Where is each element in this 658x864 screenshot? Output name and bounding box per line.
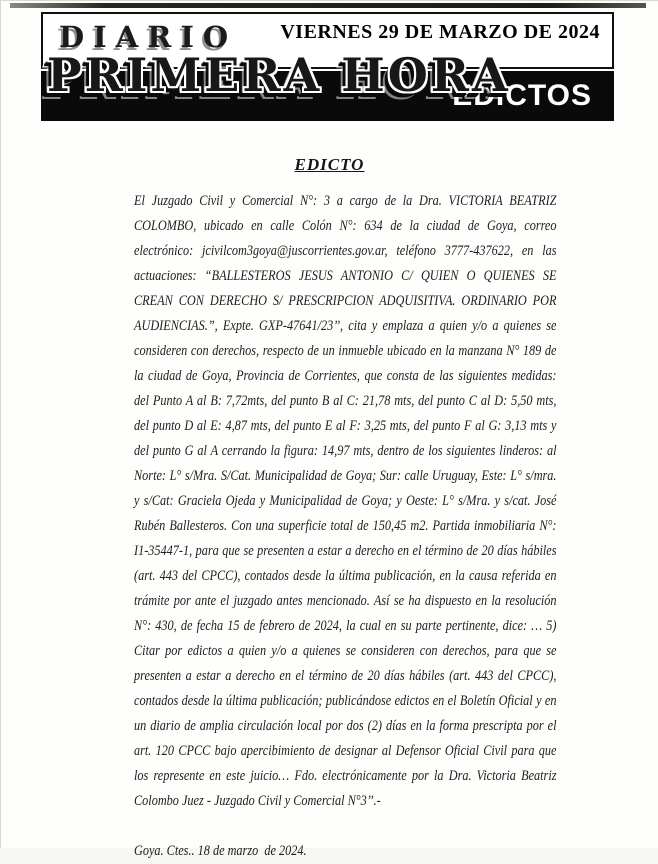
notice-title: EDICTO: [294, 155, 365, 174]
notice-content: [1, 1, 658, 864]
section-label-edictos: EDICTOS: [452, 79, 592, 112]
notice-body-paragraph: El Juzgado Civil y Comercial N°: 3 a cargo de la Dra. VICTORIA BEATRIZ COLOMBO, ubicado en calle Colón N°: 634 de la ciudad de Goya, correo electrónico: jcivilcom3goya@juscorrientes.gov.ar, teléfono 3777-437622, en las actuaciones: “BALLESTEROS JESUS ANTONIO C/ QUIEN O QUIENES SE CREAN CON DERECHO S/ PRESCRIPCION ADQUISITIVA. ORDINARIO POR AUDIENCIAS.”, Expte. GXP-47641/23’’, cita y emplaza a quien y/o a quienes se consideren con derechos, respecto de un inmueble ubicado en la manzana N° 189 de la ciudad de Goya, Provincia de Corrientes, que consta de las siguientes medidas: del Punto A al B: 7,72mts, del punto B al C: 21,78 mts, del punto C al D: 5,50 mts, del punto D al E: 4,87 mts, del punto E al F: 3,25 mts, del punto F al G: 3,13 mts y del punto G al A cerrando la figura: 14,97 mts, dentro de los siguientes linderos: al Norte: L° s/Mra. S/Cat. Municipalidad de Goya; Sur: calle Uruguay, Este: L° s/mra. y s/Cat: Graciela Ojeda y Municipalidad de Goya; y Oeste: L° s/Mra. y s/cat. José Rubén Ballesteros. Con una superficie total de 150,45 m2. Partida inmobiliaria N°: I1-35447-1, para que se presenten a estar a derecho en el término de 20 días hábiles (art. 443 del CPCC), contados desde la última publicación, en la causa referida en trámite por ante el juzgado antes mencionado. Así se ha dispuesto en la resolución N°: 430, de fecha 15 de febrero de 2024, la cual en su parte pertinente, dice: … 5) Citar por edictos a quien y/o a quienes se consideren con derechos, para que se presenten a estar a derecho en el término de 20 días hábiles (art. 443 del CPCC), contados desde la última publicación; publicándose edictos en el Boletín Oficial y en un diario de amplia circulación local por dos (2) días en la forma prescripta por el art. 120 CPCC bajo apercibimiento de designar al Defensor Oficial Civil para que los represente en este juicio… Fdo. electrónicamente por la Dra. Victoria Beatriz Colombo Juez - Juzgado Civil y Comercial N°3’’.-: [134, 193, 557, 809]
notice-dateline: Goya. Ctes.. 18 de marzo de 2024.: [134, 843, 307, 859]
brand-primera-hora: PRIMERA HORA: [47, 48, 511, 102]
masthead: [41, 12, 614, 121]
issue-date: VIERNES 29 DE MARZO DE 2024: [280, 21, 600, 43]
notice-text-column: [134, 189, 557, 864]
brand-diario: DIARIO: [59, 20, 238, 54]
